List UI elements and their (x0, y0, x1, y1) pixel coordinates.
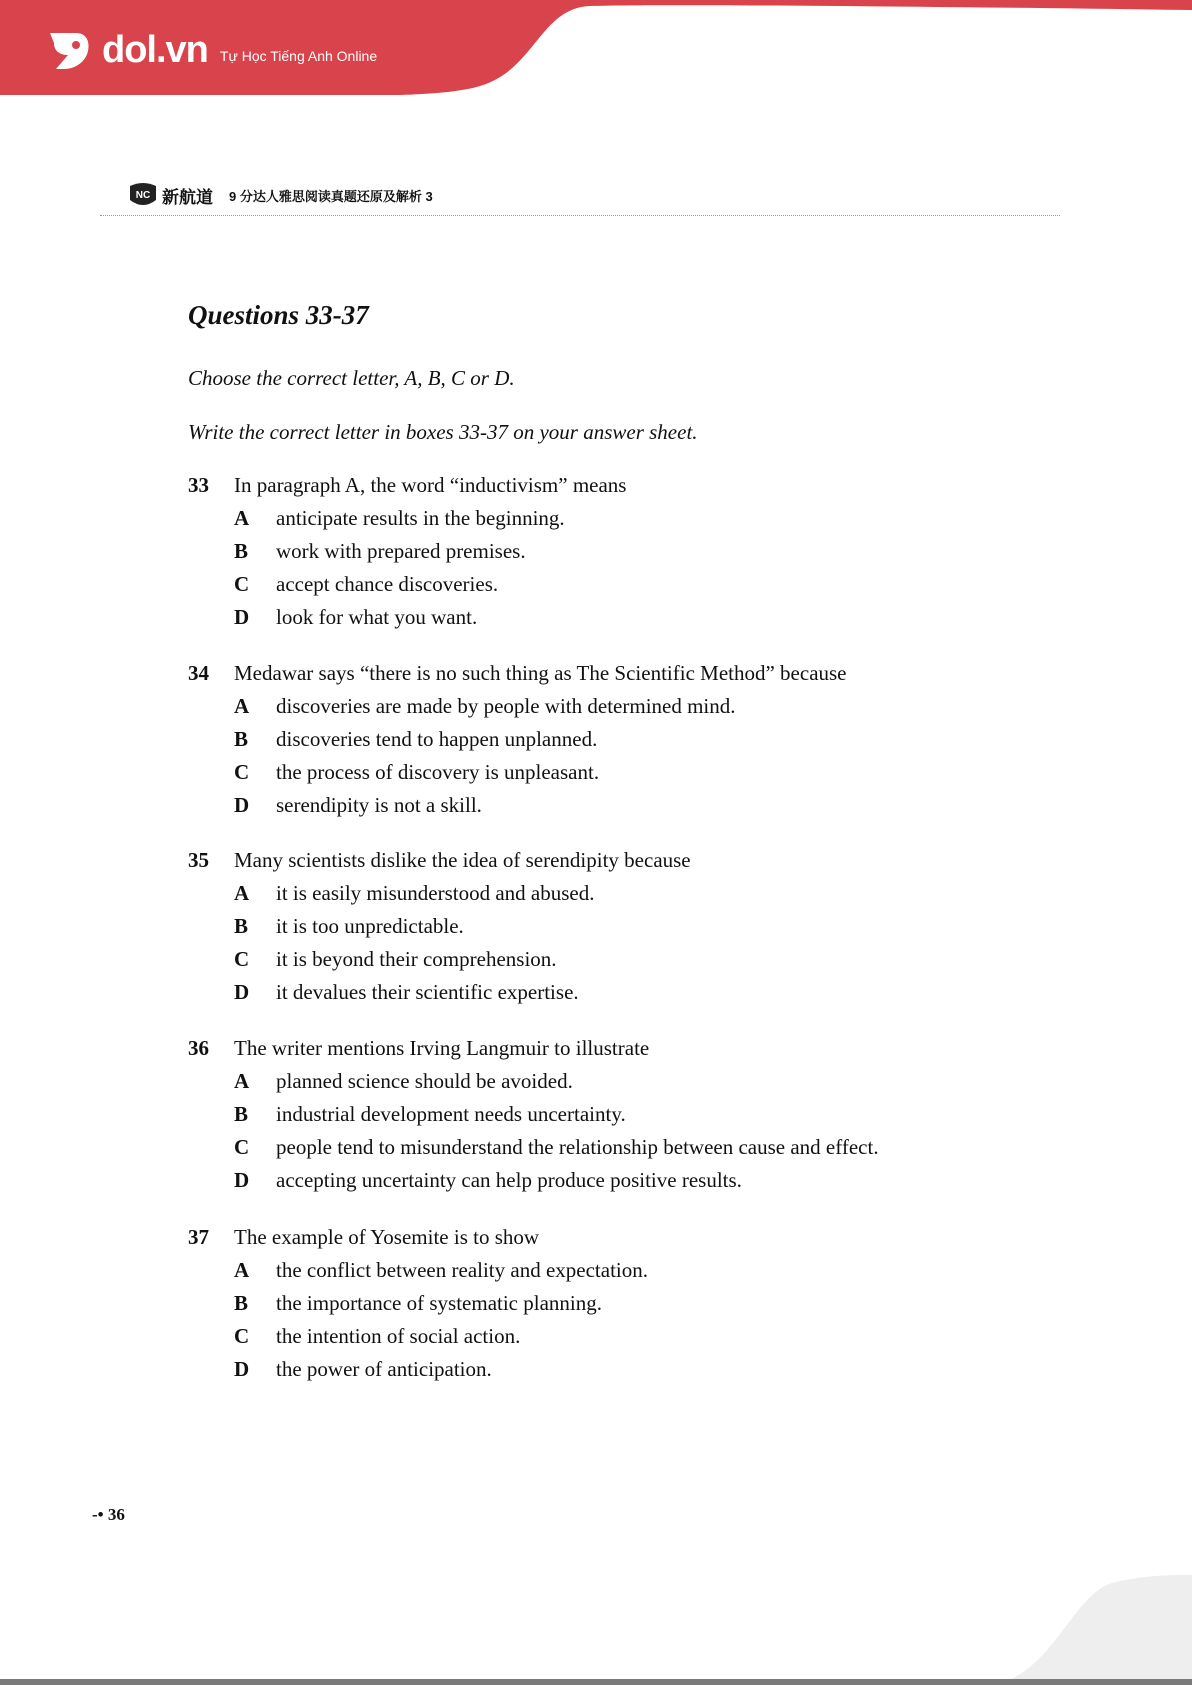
option-text: serendipity is not a skill. (276, 793, 482, 817)
option-letter: D (234, 793, 250, 817)
dol-bird-logo-icon (46, 27, 92, 73)
question-35 (188, 844, 1008, 1009)
option-c[interactable] (188, 1131, 1008, 1164)
option-letter: A (234, 881, 250, 905)
option-text: accepting uncertainty can help produce positive results. (276, 1168, 742, 1192)
question-stem: The writer mentions Irving Langmuir to illustrate (234, 1036, 650, 1060)
option-letter: C (234, 572, 250, 596)
nc-badge-icon (128, 182, 158, 208)
book-header (128, 182, 433, 208)
option-text: the intention of social action. (276, 1324, 521, 1348)
option-letter: C (234, 1324, 250, 1348)
question-number: 37 (188, 1225, 209, 1249)
header-divider (100, 215, 1060, 216)
option-text: it devalues their scientific expertise. (276, 980, 579, 1004)
option-text: discoveries are made by people with determined mind. (276, 694, 736, 718)
option-text: the power of anticipation. (276, 1357, 492, 1381)
page-number: -• 36 (92, 1505, 125, 1524)
publisher-name: 新航道 (162, 187, 213, 207)
option-d[interactable] (188, 1164, 1008, 1197)
question-number: 34 (188, 661, 209, 685)
option-text: the process of discovery is unpleasant. (276, 760, 600, 784)
option-letter: A (234, 506, 250, 530)
book-title: 9 分达人雅思阅读真题还原及解析 3 (229, 188, 433, 204)
option-c[interactable] (188, 756, 1008, 789)
option-d[interactable] (188, 1353, 1008, 1386)
option-b[interactable] (188, 1098, 1008, 1131)
option-c[interactable] (188, 568, 1008, 601)
option-letter: A (234, 1258, 250, 1282)
option-b[interactable] (188, 1287, 1008, 1320)
question-stem: In paragraph A, the word “inductivism” means (234, 473, 627, 497)
question-number: 33 (188, 473, 209, 497)
option-text: it is beyond their comprehension. (276, 947, 557, 971)
option-letter: B (234, 914, 249, 938)
option-letter: B (234, 539, 249, 563)
option-text: people tend to misunderstand the relationship between cause and effect. (276, 1135, 879, 1159)
option-letter: B (234, 1102, 249, 1126)
option-a[interactable] (188, 690, 1008, 723)
question-stem: Many scientists dislike the idea of serendipity because (234, 848, 691, 872)
option-letter: B (234, 727, 249, 751)
option-c[interactable] (188, 943, 1008, 976)
option-b[interactable] (188, 535, 1008, 568)
option-d[interactable] (188, 789, 1008, 822)
option-text: anticipate results in the beginning. (276, 506, 565, 530)
option-letter: A (234, 1069, 250, 1093)
option-text: look for what you want. (276, 605, 478, 629)
section-title: Questions 33-37 (188, 300, 369, 330)
option-a[interactable] (188, 1254, 1008, 1287)
page-curl-decoration (992, 1575, 1192, 1685)
option-letter: D (234, 605, 250, 629)
brand-tagline: Tự Học Tiếng Anh Online (219, 48, 378, 64)
option-text: accept chance discoveries. (276, 572, 499, 596)
instruction-choose: Choose the correct letter, A, B, C or D. (188, 366, 515, 390)
bottom-border (0, 1679, 1192, 1685)
question-36 (188, 1032, 1008, 1197)
nc-badge-text: NC (135, 190, 151, 201)
option-a[interactable] (188, 1065, 1008, 1098)
option-b[interactable] (188, 723, 1008, 756)
option-text: discoveries tend to happen unplanned. (276, 727, 598, 751)
option-d[interactable] (188, 976, 1008, 1009)
option-text: it is too unpredictable. (276, 914, 464, 938)
option-text: it is easily misunderstood and abused. (276, 881, 595, 905)
question-stem: Medawar says “there is no such thing as The Scientific Method” because (234, 661, 847, 685)
brand-name: dol.vn (102, 28, 208, 71)
option-letter: C (234, 760, 250, 784)
option-letter: A (234, 694, 250, 718)
option-b[interactable] (188, 910, 1008, 943)
option-letter: D (234, 1168, 250, 1192)
question-number: 36 (188, 1036, 209, 1060)
publisher-logo (128, 182, 213, 208)
option-text: industrial development needs uncertainty. (276, 1102, 626, 1126)
brand[interactable] (46, 26, 377, 74)
question-37 (188, 1221, 1008, 1386)
option-letter: C (234, 1135, 250, 1159)
option-a[interactable] (188, 502, 1008, 535)
question-34 (188, 657, 1008, 822)
question-number: 35 (188, 848, 209, 872)
option-text: planned science should be avoided. (276, 1069, 573, 1093)
option-letter: D (234, 980, 250, 1004)
question-33 (188, 469, 1008, 634)
option-letter: C (234, 947, 250, 971)
option-a[interactable] (188, 877, 1008, 910)
question-stem: The example of Yosemite is to show (234, 1225, 540, 1249)
option-c[interactable] (188, 1320, 1008, 1353)
instruction-write: Write the correct letter in boxes 33-37 on your answer sheet. (188, 420, 698, 444)
option-text: work with prepared premises. (276, 539, 526, 563)
option-d[interactable] (188, 601, 1008, 634)
option-letter: D (234, 1357, 250, 1381)
option-text: the conflict between reality and expectation. (276, 1258, 649, 1282)
option-text: the importance of systematic planning. (276, 1291, 602, 1315)
option-letter: B (234, 1291, 249, 1315)
